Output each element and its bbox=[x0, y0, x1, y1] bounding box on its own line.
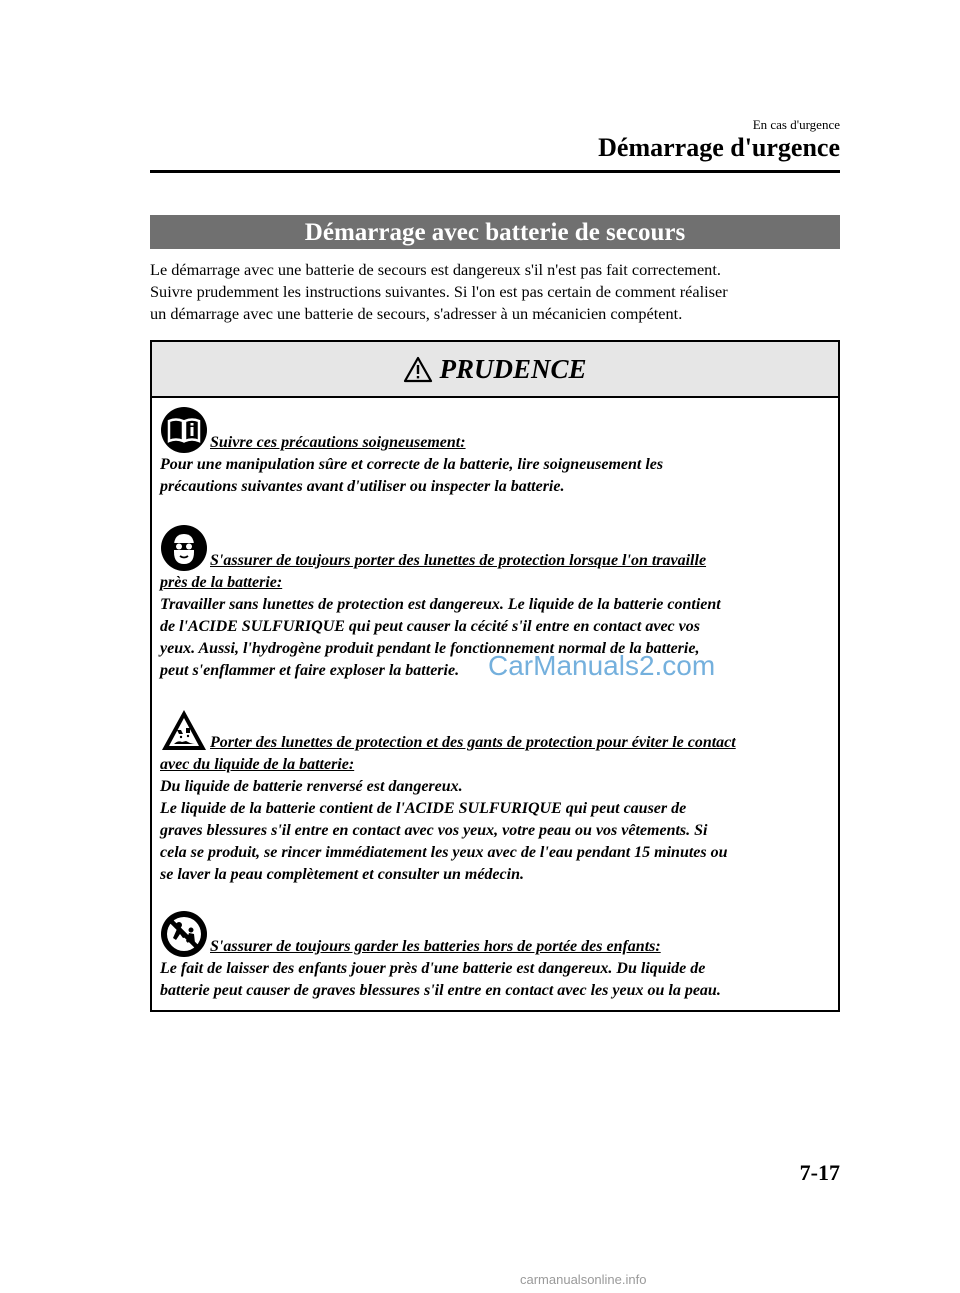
page-number: 7-17 bbox=[799, 1160, 840, 1185]
caution-body-line: Du liquide de batterie renversé est dangereux. bbox=[160, 778, 463, 795]
chapter-title: Démarrage d'urgence bbox=[598, 133, 840, 162]
caution-heading-cont: près de la batterie: bbox=[160, 574, 283, 591]
corrosive-acid-icon bbox=[160, 706, 208, 754]
intro-line: Le démarrage avec une batterie de secours est dangereux s'il n'est pas fait correctement. bbox=[150, 260, 721, 279]
caution-item bbox=[160, 406, 836, 498]
caution-body-line: Travailler sans lunettes de protection est dangereux. Le liquide de la batterie contient bbox=[160, 596, 721, 613]
intro-line: un démarrage avec une batterie de secours, s'adresser à un mécanicien compétent. bbox=[150, 304, 683, 323]
caution-title: PRUDENCE bbox=[439, 353, 587, 384]
intro-paragraph bbox=[150, 259, 850, 325]
caution-body-line: yeux. Aussi, l'hydrogène produit pendant le fonctionnement normal de la batterie, bbox=[160, 640, 700, 657]
caution-body-line: de l'ACIDE SULFURIQUE qui peut causer la cécité s'il entre en contact avec vos bbox=[160, 618, 700, 635]
caution-body-line: graves blessures s'il entre en contact avec vos yeux, votre peau ou vos vêtements. Si bbox=[160, 822, 708, 839]
manual-book-icon bbox=[160, 406, 208, 454]
watermark-overlay: CarManuals2.com bbox=[488, 650, 716, 681]
keep-away-children-icon bbox=[160, 910, 208, 958]
caution-heading: Porter des lunettes de protection et des gants de protection pour éviter le contact bbox=[210, 734, 736, 751]
caution-heading-cont: avec du liquide de la batterie: bbox=[160, 756, 355, 773]
watermark-footer[interactable]: carmanualsonline.info bbox=[520, 1272, 647, 1287]
caution-header bbox=[152, 342, 838, 398]
header-rule bbox=[150, 170, 840, 173]
caution-heading: S'assurer de toujours porter des lunettes de protection lorsque l'on travaille bbox=[210, 552, 707, 569]
caution-body-line: Le liquide de la batterie contient de l'ACIDE SULFURIQUE qui peut causer de bbox=[160, 800, 687, 817]
caution-body-line: peut s'enflammer et faire exploser la batterie. bbox=[160, 662, 460, 679]
section-banner: Démarrage avec batterie de secours bbox=[150, 215, 840, 249]
section-label: En cas d'urgence bbox=[752, 117, 840, 132]
caution-body-line: Pour une manipulation sûre et correcte de la batterie, lire soigneusement les bbox=[160, 456, 664, 473]
caution-heading: S'assurer de toujours garder les batteries hors de portée des enfants: bbox=[210, 938, 661, 955]
caution-body-line: précautions suivantes avant d'utiliser ou inspecter la batterie. bbox=[160, 478, 565, 495]
caution-body-line: batterie peut causer de graves blessures s'il entre en contact avec les yeux ou la peau. bbox=[160, 982, 721, 999]
caution-body-line: Le fait de laisser des enfants jouer près d'une batterie est dangereux. Du liquide de bbox=[160, 960, 706, 977]
safety-goggles-icon bbox=[160, 524, 208, 572]
caution-body-line: se laver la peau complètement et consulter un médecin. bbox=[160, 866, 524, 883]
caution-heading: Suivre ces précautions soigneusement: bbox=[210, 434, 466, 451]
caution-item bbox=[160, 706, 836, 886]
caution-item bbox=[160, 910, 836, 1002]
caution-body-line: cela se produit, se rincer immédiatement les yeux avec de l'eau pendant 15 minutes ou bbox=[160, 844, 728, 861]
intro-line: Suivre prudemment les instructions suivantes. Si l'on est pas certain de comment réaliser bbox=[150, 282, 728, 301]
warning-triangle-icon bbox=[403, 356, 433, 383]
